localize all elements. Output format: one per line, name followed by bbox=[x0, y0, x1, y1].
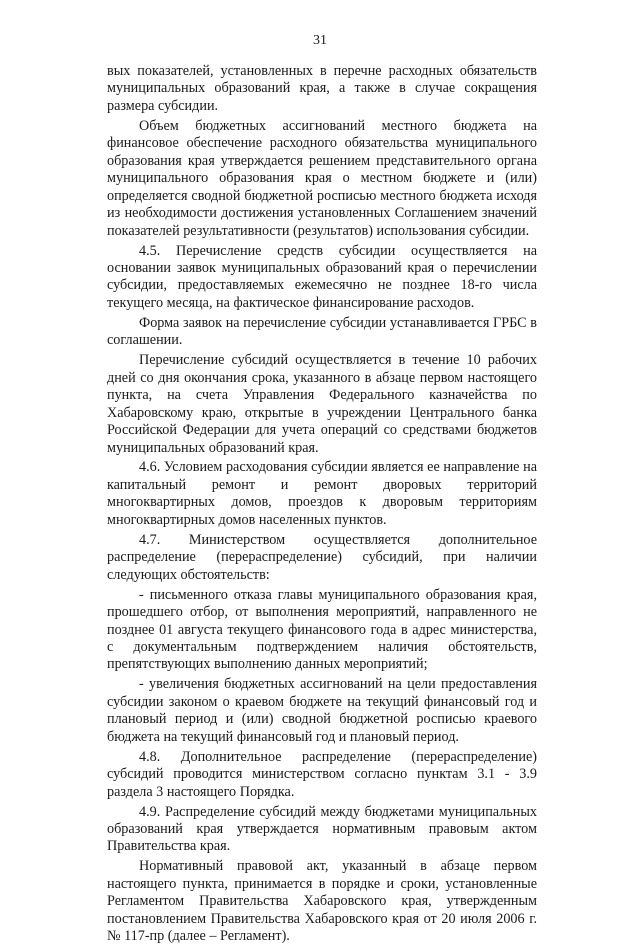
page-number: 31 bbox=[313, 33, 327, 48]
paragraph-transfer-terms: Перечисление субсидий осуществляется в течение 10 рабочих дней со дня окончания срока, указанного в абзаце первом настоящего пункта, на счета Управления Федерального казначейства по Хабаровскому краю, открытые в учреждении Центрального банка Российской Федерации для учета операций со средствами бюджетов муниципальных образований края. bbox=[107, 352, 537, 456]
paragraph-application-form: Форма заявок на перечисление субсидии устанавливается ГРБС в соглашении. bbox=[107, 314, 537, 349]
paragraph-budget-allocations: Объем бюджетных ассигнований местного бюджета на финансовое обеспечение расходного обязательства муниципального образования края утверждается решением представительного органа муниципального образования края о местном бюджете и (или) определяется сводной бюджетной росписью местного бюджета исходя из необходимости достижения установленных Соглашением значений показателей результативности (результатов) использования субсидии. bbox=[107, 117, 537, 239]
list-item-written-refusal: - письменного отказа главы муниципального образования края, прошедшего отбор, от выполнения мероприятий, направленного не позднее 01 августа текущего финансового года в адрес министерства, с документальным подтверждением наличия обстоятельств, препятствующих выполнению данных мероприятий; bbox=[107, 586, 537, 673]
list-item-budget-increase: - увеличения бюджетных ассигнований на цели предоставления субсидии законом о краевом бюджете на текущий финансовый год и плановый период и (или) сводной бюджетной росписью краевого бюджета на текущий финансовый год и плановый период. bbox=[107, 676, 537, 745]
paragraph-4-7: 4.7. Министерством осуществляется дополнительное распределение (перераспределение) субсидий, при наличии следующих обстоятельств: bbox=[107, 531, 537, 583]
paragraph-4-5: 4.5. Перечисление средств субсидии осуществляется на основании заявок муниципальных образований края о перечислении субсидии, предоставляемых ежемесячно не позднее 18-го числа текущего месяца, на фактическое финансирование расходов. bbox=[107, 242, 537, 311]
paragraph-4-8: 4.8. Дополнительное распределение (перераспределение) субсидий проводится министерством согласно пунктам 3.1 - 3.9 раздела 3 настоящего Порядка. bbox=[107, 748, 537, 800]
paragraph-normative-act: Нормативный правовой акт, указанный в абзаце первом настоящего пункта, принимается в порядке и сроки, установленные Регламентом Правительства Хабаровского края, утвержденным постановлением Правительства Хабаровского края от 20 июля 2006 г. № 117-пр (далее – Регламент). bbox=[107, 858, 537, 945]
paragraph-4-6: 4.6. Условием расходования субсидии является ее направление на капитальный ремонт и ремонт дворовых территорий многоквартирных домов, проездов к дворовым территориям многоквартирных домов населенных пунктов. bbox=[107, 459, 537, 528]
paragraph-4-9: 4.9. Распределение субсидий между бюджетами муниципальных образований края утверждается нормативным правовым актом Правительства края. bbox=[107, 803, 537, 855]
paragraph-continuation: вых показателей, установленных в перечне расходных обязательств муниципальных образований края, а также в случае сокращения размера субсидии. bbox=[107, 63, 537, 114]
document-body bbox=[107, 63, 537, 946]
